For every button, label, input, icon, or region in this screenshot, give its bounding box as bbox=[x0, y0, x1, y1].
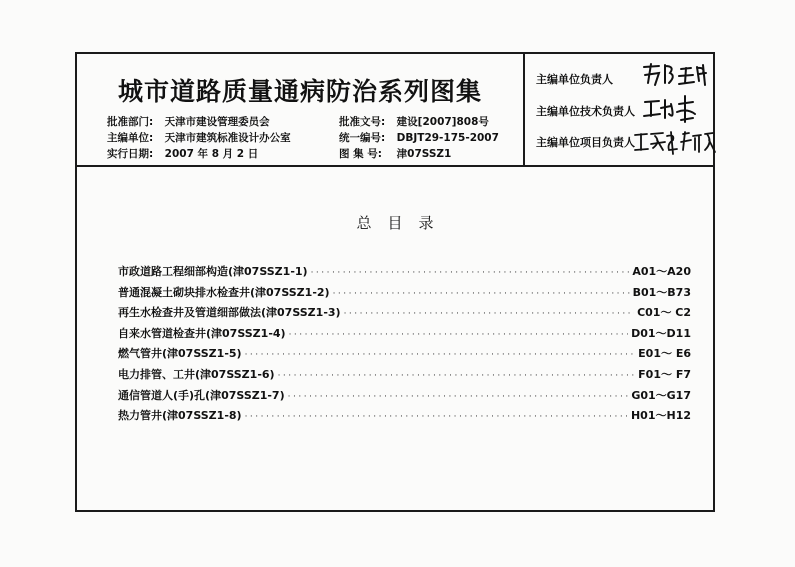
leader-dots bbox=[289, 330, 629, 340]
toc-row[interactable] bbox=[118, 345, 691, 366]
editor-unit bbox=[107, 130, 291, 145]
toc-pages: D01～D11 bbox=[631, 326, 691, 340]
impl-date bbox=[107, 146, 258, 161]
leader-dots bbox=[333, 289, 630, 299]
toc-row[interactable] bbox=[118, 263, 691, 284]
technical-lead-label: 主编单位技术负责人 bbox=[536, 105, 635, 118]
toc-row[interactable] bbox=[118, 325, 691, 346]
toc-title: 总目录 bbox=[356, 214, 450, 232]
leader-dots bbox=[344, 309, 635, 319]
drawing-sheet bbox=[75, 52, 715, 512]
toc-list bbox=[118, 263, 691, 428]
approval-no-value: 建设[2007]808号 bbox=[396, 116, 489, 128]
toc-pages: B01～B73 bbox=[632, 285, 691, 299]
header-bottom-rule bbox=[77, 165, 713, 167]
toc-pages: G01～G17 bbox=[631, 388, 691, 402]
chief-editor-label: 主编单位负责人 bbox=[536, 73, 613, 86]
approval-no-label: 批准文号: bbox=[339, 116, 386, 128]
toc-item: 市政道路工程细部构造(津07SSZ1-1) bbox=[118, 265, 308, 278]
atlas-no-label: 图 集 号: bbox=[339, 148, 383, 160]
toc-row[interactable] bbox=[118, 366, 691, 387]
toc-pages: A01～A20 bbox=[632, 265, 691, 278]
unified-no bbox=[339, 130, 499, 145]
toc-row[interactable] bbox=[118, 284, 691, 305]
unified-no-value: DBJT29-175-2007 bbox=[396, 132, 499, 144]
toc-item: 热力管井(津07SSZ1-8) bbox=[118, 409, 242, 423]
leader-dots bbox=[288, 392, 629, 402]
project-lead-label: 主编单位项目负责人 bbox=[536, 136, 635, 149]
toc-item: 自来水管道检查井(津07SSZ1-4) bbox=[118, 326, 286, 340]
header-divider bbox=[523, 54, 525, 165]
approval-dept bbox=[107, 114, 270, 129]
approval-dept-label: 批准部门: bbox=[107, 116, 154, 128]
leader-dots bbox=[245, 350, 636, 360]
impl-date-value: 2007 年 8 月 2 日 bbox=[164, 148, 259, 160]
leader-dots bbox=[311, 268, 630, 278]
toc-row[interactable] bbox=[118, 407, 691, 428]
atlas-title: 城市道路质量通病防治系列图集 bbox=[117, 77, 482, 106]
impl-date-label: 实行日期: bbox=[107, 148, 154, 160]
toc-row[interactable] bbox=[118, 387, 691, 408]
toc-item: 电力排管、工井(津07SSZ1-6) bbox=[118, 367, 275, 381]
approval-dept-value: 天津市建设管理委员会 bbox=[164, 116, 270, 128]
atlas-no-value: 津07SSZ1 bbox=[396, 148, 452, 160]
toc-row[interactable] bbox=[118, 304, 691, 325]
approval-no bbox=[339, 114, 489, 129]
leader-dots bbox=[245, 412, 628, 422]
toc-item: 燃气管井(津07SSZ1-5) bbox=[118, 347, 242, 361]
unified-no-label: 统一编号: bbox=[339, 132, 386, 144]
toc-pages: E01～ E6 bbox=[638, 347, 691, 361]
signature-technical-lead bbox=[641, 94, 697, 124]
toc-pages: C01～ C2 bbox=[637, 306, 691, 320]
leader-dots bbox=[278, 371, 636, 381]
toc-item: 通信管道人(手)孔(津07SSZ1-7) bbox=[118, 388, 285, 402]
atlas-no bbox=[339, 146, 451, 161]
toc-item: 再生水检查井及管道细部做法(津07SSZ1-3) bbox=[118, 306, 341, 320]
toc-item: 普通混凝土砌块排水检查井(津07SSZ1-2) bbox=[118, 285, 330, 299]
toc-pages: F01～ F7 bbox=[638, 367, 691, 381]
editor-label: 主编单位: bbox=[107, 132, 154, 144]
toc-pages: H01～H12 bbox=[630, 409, 691, 423]
signature-chief-editor bbox=[639, 61, 711, 89]
editor-value: 天津市建筑标准设计办公室 bbox=[164, 132, 291, 144]
signature-project-lead bbox=[633, 128, 717, 156]
